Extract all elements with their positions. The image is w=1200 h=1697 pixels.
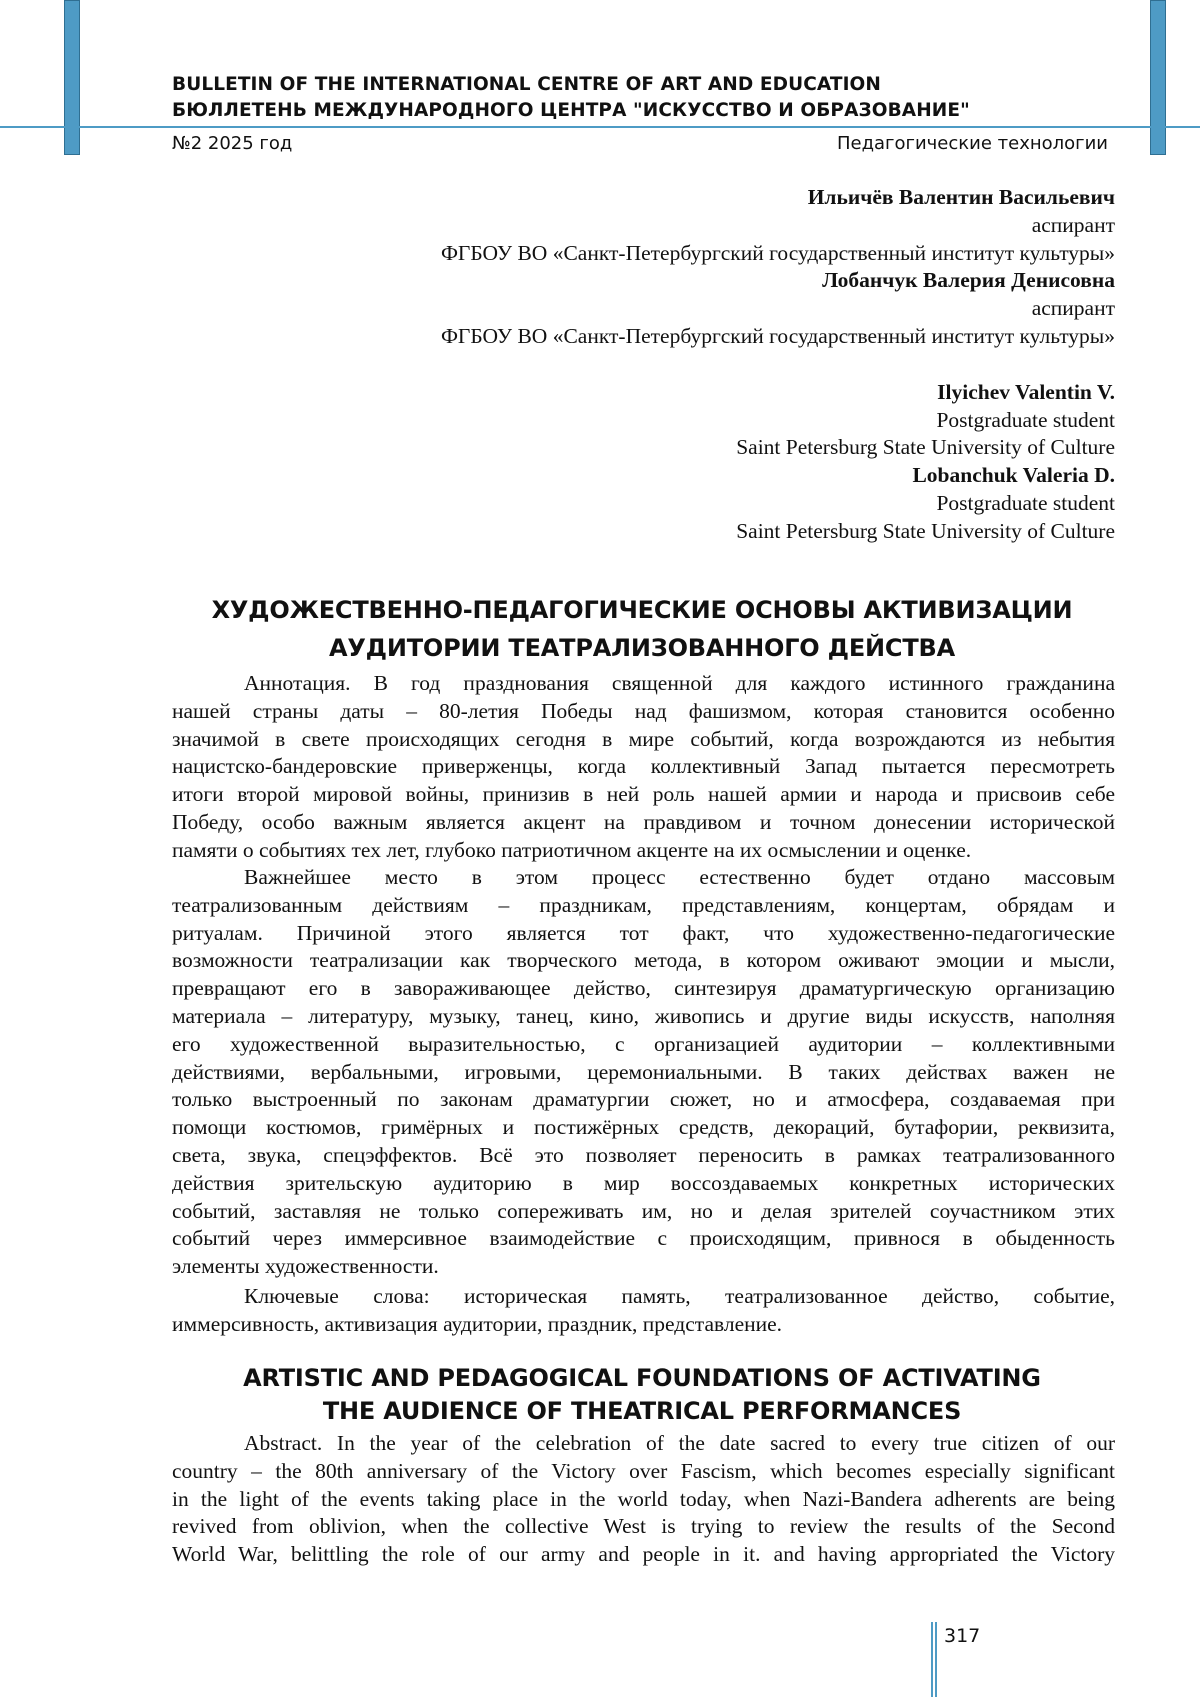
title-line: THE AUDIENCE OF THEATRICAL PERFORMANCES <box>322 1397 962 1425</box>
article-title-en <box>172 1362 1112 1428</box>
title-line: ARTISTIC AND PEDAGOGICAL FOUNDATIONS OF ACTIVATING <box>243 1364 1041 1392</box>
text-line: памяти о событиях тех лет, глубоко патриотичном акценте на их осмыслении и оценке. <box>172 837 972 862</box>
author-name: Ильичёв Валентин Васильевич <box>807 185 1115 209</box>
text-line: только выстроенный по законам драматургии сюжет, но и атмосфера, создаваемая при <box>172 1087 1115 1112</box>
text-line: иммерсивность, активизация аудитории, праздник, представление. <box>172 1311 783 1336</box>
text-line: нацистско-бандеровские приверженцы, когда коллективный Запад пытается пересмотреть <box>172 754 1115 779</box>
author-position-en: Postgraduate student <box>936 490 1115 515</box>
text-line: помощи костюмов, гримёрных и постижёрных средств, декораций, бутафории, реквизита, <box>172 1115 1115 1140</box>
page-number: 317 <box>944 1625 981 1647</box>
author-position-en: Postgraduate student <box>936 407 1115 432</box>
text-line: Abstract. In the year of the celebration of the date sacred to every true citizen of our <box>244 1431 1115 1455</box>
journal-title-ru: БЮЛЛЕТЕНЬ МЕЖДУНАРОДНОГО ЦЕНТРА "ИСКУССТВО И ОБРАЗОВАНИЕ" <box>172 100 970 121</box>
author-position: аспирант <box>1031 296 1115 321</box>
page-number-decor <box>935 1622 937 1697</box>
text-line: Ключевые слова: историческая память, театрализованное действо, событие, <box>244 1284 1115 1308</box>
issue-number: №2 2025 год <box>172 133 293 154</box>
text-line: country – the 80th anniversary of the Victory over Fascism, which becomes especially significant <box>172 1458 1115 1483</box>
text-line: ритуалам. Причиной этого является тот факт, что художественно-педагогические <box>172 920 1115 945</box>
author-name: Лобанчук Валерия Денисовна <box>822 268 1115 293</box>
text-line: событий через иммерсивное взаимодействие с происходящим, привнося в обыденность <box>172 1226 1115 1251</box>
header-divider <box>0 126 1200 128</box>
author-affiliation-en: Saint Petersburg State University of Culture <box>736 435 1115 460</box>
author-affiliation: ФГБОУ ВО «Санкт-Петербургский государственный институт культуры» <box>440 323 1115 348</box>
text-line: света, звука, спецэффектов. Всё это позволяет переносить в рамках театрализованного <box>172 1142 1115 1167</box>
header-decor-bar-left <box>64 0 80 155</box>
header-decor-bar-right <box>1150 0 1166 155</box>
abstract-en <box>172 1430 1115 1569</box>
text-line: revived from oblivion, when the collective West is trying to review the results of the Second <box>172 1514 1115 1539</box>
text-line: нашей страны даты – 80-летия Победы над фашизмом, которая становится особенно <box>172 698 1115 723</box>
text-line: World War, belittling the role of our army and people in it. and having appropriated the Victory <box>172 1542 1115 1567</box>
title-line: ХУДОЖЕСТВЕННО-ПЕДАГОГИЧЕСКИЕ ОСНОВЫ АКТИВИЗАЦИИ <box>211 596 1073 624</box>
text-line: событий, заставляя не только сопереживать им, но и делая зрителей соучастником этих <box>172 1198 1115 1223</box>
author-name-en: Lobanchuk Valeria D. <box>912 463 1115 488</box>
body-paragraph-ru <box>172 864 1115 1281</box>
section-name: Педагогические технологии <box>836 133 1108 154</box>
author-position: аспирант <box>1031 212 1115 237</box>
author-affiliation-en: Saint Petersburg State University of Culture <box>736 518 1115 543</box>
text-line: превращают его в завораживающее действо, синтезируя драматургическую организацию <box>172 976 1115 1001</box>
text-line: Победу, особо важным является акцент на правдивом и точном донесении исторической <box>172 809 1115 834</box>
annotation-ru <box>172 670 1115 865</box>
text-line: итоги второй мировой войны, принизив в ней роль нашей армии и народа и присвоив себе <box>172 782 1115 807</box>
page-number-decor <box>931 1622 933 1697</box>
text-line: значимой в свете происходящих сегодня в мире событий, когда возрождаются из небытия <box>172 726 1115 751</box>
text-line: действиями, вербальными, игровыми, церемониальными. В таких действах важен не <box>172 1059 1115 1084</box>
author-block <box>215 184 1115 546</box>
author-name-en: Ilyichev Valentin V. <box>937 379 1115 404</box>
text-line: театрализованным действиям – праздникам, представлениям, концертам, обрядам и <box>172 892 1115 917</box>
text-line: элементы художественности. <box>172 1254 439 1279</box>
text-line: Аннотация. В год празднования священной для каждого истинного гражданина <box>244 671 1115 695</box>
text-line: возможности театрализации как творческого метода, в котором оживают эмоции и мысли, <box>172 948 1115 973</box>
keywords-ru <box>172 1283 1115 1339</box>
journal-title-en: BULLETIN OF THE INTERNATIONAL CENTRE OF ART AND EDUCATION <box>172 74 881 95</box>
text-line: действия зрительскую аудиторию в мир воссоздаваемых конкретных исторических <box>172 1170 1115 1195</box>
title-line: АУДИТОРИИ ТЕАТРАЛИЗОВАННОГО ДЕЙСТВА <box>329 634 955 662</box>
text-line: его художественной выразительностью, с организацией аудитории – коллективными <box>172 1031 1115 1056</box>
text-line: Важнейшее место в этом процесс естественно будет отдано массовым <box>244 865 1115 889</box>
text-line: in the light of the events taking place in the world today, when Nazi-Bandera adherents are being <box>172 1486 1115 1511</box>
article-title-ru <box>172 591 1112 667</box>
text-line: материала – литературу, музыку, танец, кино, живопись и другие виды искусств, наполняя <box>172 1003 1115 1028</box>
author-affiliation: ФГБОУ ВО «Санкт-Петербургский государственный институт культуры» <box>440 240 1115 265</box>
